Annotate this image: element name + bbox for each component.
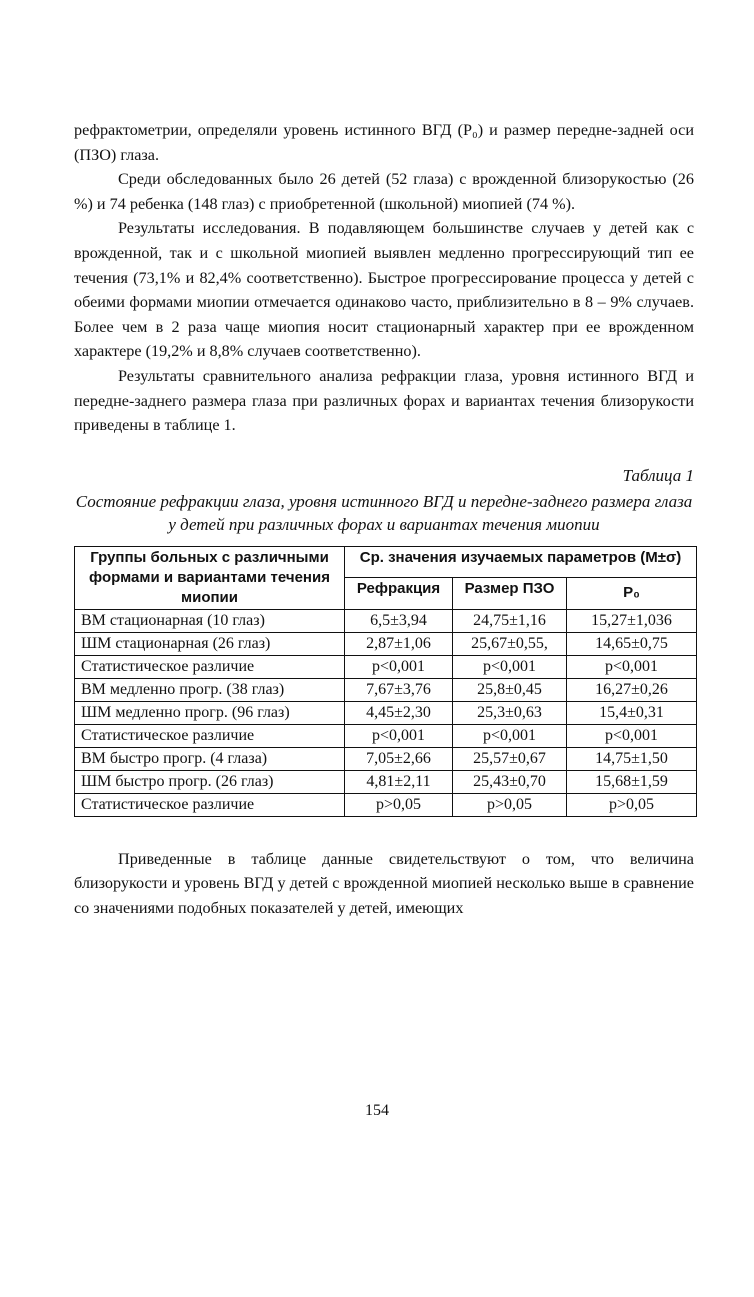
header-refraction: Рефракция	[345, 578, 453, 610]
pzo-cell: 25,8±0,45	[453, 678, 567, 701]
header-params: Ср. значения изучаемых параметров (M±σ)	[345, 546, 697, 578]
table-label: Таблица 1	[622, 465, 694, 485]
table-row	[75, 701, 697, 724]
table-row	[75, 678, 697, 701]
pzo-cell: p<0,001	[453, 655, 567, 678]
group-cell: Статистическое различие	[75, 793, 345, 816]
refraction-cell: 4,45±2,30	[345, 701, 453, 724]
pzo-cell: 25,43±0,70	[453, 770, 567, 793]
paragraph-1: рефрактометрии, определяли уровень истинного ВГД (P₀) и размер передне-задней оси (ПЗО) глаза.	[74, 121, 694, 164]
pzo-cell: p>0,05	[453, 793, 567, 816]
refraction-cell: p<0,001	[345, 724, 453, 747]
group-cell: Статистическое различие	[75, 655, 345, 678]
pzo-cell: 24,75±1,16	[453, 609, 567, 632]
page-body	[74, 118, 694, 921]
p0-cell: p<0,001	[567, 655, 697, 678]
data-table	[74, 546, 697, 817]
p0-cell: p<0,001	[567, 724, 697, 747]
table-row	[75, 770, 697, 793]
p0-cell: 16,27±0,26	[567, 678, 697, 701]
table-row	[75, 632, 697, 655]
refraction-cell: p>0,05	[345, 793, 453, 816]
group-cell: ШМ быстро прогр. (26 глаз)	[75, 770, 345, 793]
header-group: Группы больных с различными формами и вариантами течения миопии	[75, 546, 345, 609]
refraction-cell: 7,67±3,76	[345, 678, 453, 701]
table-row	[75, 747, 697, 770]
p0-cell: p>0,05	[567, 793, 697, 816]
paragraph-4: Результаты сравнительного анализа рефракции глаза, уровня истинного ВГД и передне-заднего размера глаза при различных форах и вариантах течения близорукости приведены в таблице 1.	[74, 366, 694, 435]
group-cell: ВМ медленно прогр. (38 глаз)	[75, 678, 345, 701]
p0-cell: 15,68±1,59	[567, 770, 697, 793]
pzo-cell: 25,67±0,55,	[453, 632, 567, 655]
pzo-cell: 25,3±0,63	[453, 701, 567, 724]
header-pzo: Размер ПЗО	[453, 578, 567, 610]
p0-cell: 14,65±0,75	[567, 632, 697, 655]
refraction-cell: 6,5±3,94	[345, 609, 453, 632]
group-cell: ВМ стационарная (10 глаз)	[75, 609, 345, 632]
table-row	[75, 609, 697, 632]
paragraph-5: Приведенные в таблице данные свидетельствуют о том, что величина близорукости и уровень ВГД у детей с врожденной миопией несколько выше в сравнение со значениями подобных показателей у детей, имеющих	[74, 849, 694, 917]
pzo-cell: p<0,001	[453, 724, 567, 747]
group-cell: ШМ медленно прогр. (96 глаз)	[75, 701, 345, 724]
refraction-cell: 7,05±2,66	[345, 747, 453, 770]
table-row	[75, 724, 697, 747]
group-cell: ШМ стационарная (26 глаз)	[75, 632, 345, 655]
table-row	[75, 793, 697, 816]
p0-cell: 15,4±0,31	[567, 701, 697, 724]
refraction-cell: 4,81±2,11	[345, 770, 453, 793]
header-p0: P₀	[567, 578, 697, 610]
refraction-cell: p<0,001	[345, 655, 453, 678]
table-row	[75, 655, 697, 678]
paragraph-2: Среди обследованных было 26 детей (52 глаза) с врожденной близорукостью (26 %) и 74 ребенка (148 глаз) с приобретенной (школьной) миопией (74 %).	[74, 170, 694, 213]
group-cell: Статистическое различие	[75, 724, 345, 747]
p0-cell: 15,27±1,036	[567, 609, 697, 632]
refraction-cell: 2,87±1,06	[345, 632, 453, 655]
group-cell: ВМ быстро прогр. (4 глаза)	[75, 747, 345, 770]
p0-cell: 14,75±1,50	[567, 747, 697, 770]
page-number: 154	[365, 1102, 389, 1119]
paragraph-3: Результаты исследования. В подавляющем большинстве случаев у детей как с врожденной, так и с школьной миопией выявлен медленно прогрессирующий тип ее течения (73,1% и 82,4% соответственно). Быстрое прогрессирование процесса у детей с обеими формами миопии отмечается одинаково часто, приблизительно в 8 – 9% случаев. Более чем в 2 раза чаще миопия носит стационарный характер при ее врожденном характере (19,2% и 8,8% случаев соответственно).	[74, 219, 694, 361]
pzo-cell: 25,57±0,67	[453, 747, 567, 770]
table-title: Состояние рефракции глаза, уровня истинного ВГД и передне-заднего размера глаза у детей при различных форах и вариантах течения миопии	[75, 491, 693, 534]
